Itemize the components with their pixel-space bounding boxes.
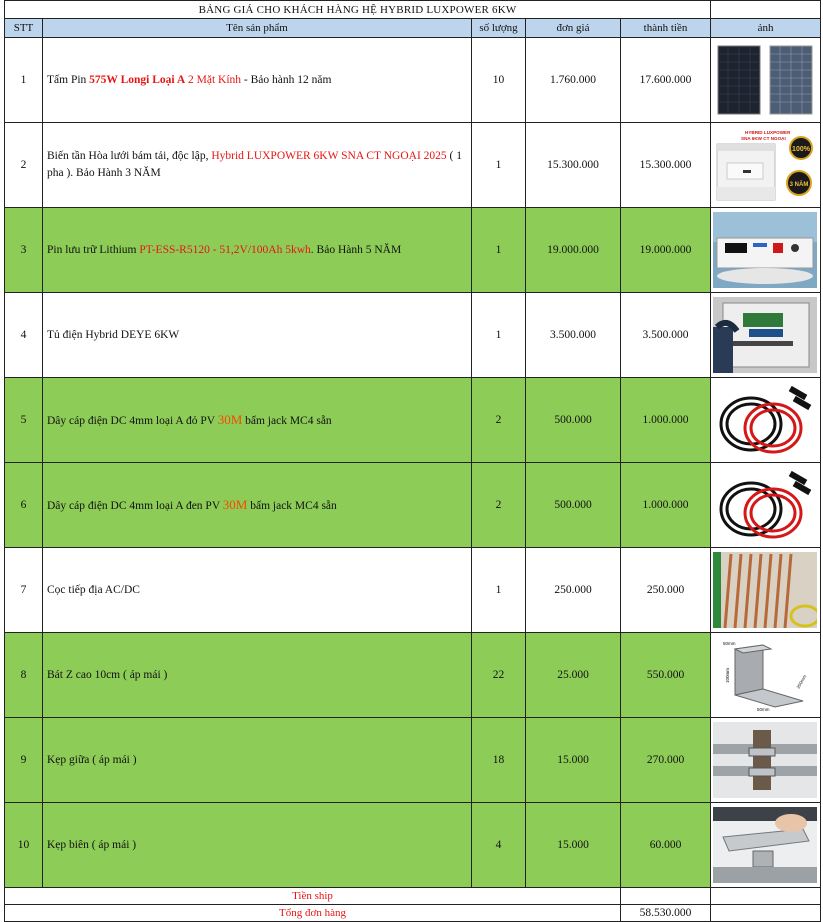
row-stt: 10 xyxy=(5,803,43,888)
svg-text:50mm: 50mm xyxy=(757,707,770,712)
row-product-name: Dây cáp điện DC 4mm loại A đen PV 30M bấm jack MC4 sẵn xyxy=(43,463,472,548)
row-product-name: Dây cáp điện DC 4mm loại A đỏ PV 30M bấm jack MC4 sẵn xyxy=(43,378,472,463)
row-stt: 6 xyxy=(5,463,43,548)
row-quantity: 1 xyxy=(472,293,526,378)
shipping-row xyxy=(5,888,821,905)
header-quantity: số lượng xyxy=(472,19,526,38)
order-total-row xyxy=(5,905,821,922)
row-stt: 8 xyxy=(5,633,43,718)
dc-cable-image xyxy=(711,378,821,463)
row-unit-price: 19.000.000 xyxy=(526,208,621,293)
row-unit-price: 1.760.000 xyxy=(526,38,621,123)
header-unit-price: đơn giá xyxy=(526,19,621,38)
table-row xyxy=(5,378,821,463)
svg-text:3 NĂM: 3 NĂM xyxy=(789,182,809,188)
row-quantity: 1 xyxy=(472,548,526,633)
row-stt: 3 xyxy=(5,208,43,293)
table-title: BẢNG GIÁ CHO KHÁCH HÀNG HỆ HYBRID LUXPOWER 6KW xyxy=(5,1,711,19)
row-total: 15.300.000 xyxy=(621,123,711,208)
row-quantity: 22 xyxy=(472,633,526,718)
row-product-name: Pin lưu trữ Lithium PT-ESS-R5120 - 51,2V/100Ah 5kwh. Bảo Hành 5 NĂM xyxy=(43,208,472,293)
row-total: 19.000.000 xyxy=(621,208,711,293)
table-row xyxy=(5,463,821,548)
table-row xyxy=(5,548,821,633)
svg-text:100mm: 100mm xyxy=(725,667,731,683)
shipping-value xyxy=(621,888,711,905)
row-quantity: 2 xyxy=(472,378,526,463)
row-unit-price: 25.000 xyxy=(526,633,621,718)
row-total: 1.000.000 xyxy=(621,463,711,548)
svg-text:SNA 6KW CT NGOẠI: SNA 6KW CT NGOẠI xyxy=(741,136,786,141)
shipping-label: Tiền ship xyxy=(5,888,621,905)
dc-cable-image xyxy=(711,463,821,548)
lithium-battery-image xyxy=(711,208,821,293)
row-product-name: Tấm Pin 575W Longi Loại A 2 Mặt Kính - Bảo hành 12 năm xyxy=(43,38,472,123)
row-unit-price: 15.000 xyxy=(526,718,621,803)
price-table xyxy=(4,0,821,922)
row-total: 60.000 xyxy=(621,803,711,888)
row-unit-price: 3.500.000 xyxy=(526,293,621,378)
table-row xyxy=(5,633,821,718)
svg-text:50mm: 50mm xyxy=(723,641,736,646)
row-total: 550.000 xyxy=(621,633,711,718)
electrical-cabinet-image xyxy=(711,293,821,378)
row-quantity: 4 xyxy=(472,803,526,888)
order-total-value: 58.530.000 xyxy=(621,905,711,922)
row-total: 1.000.000 xyxy=(621,378,711,463)
table-row xyxy=(5,718,821,803)
header-stt: STT xyxy=(5,19,43,38)
row-stt: 1 xyxy=(5,38,43,123)
table-row xyxy=(5,293,821,378)
row-product-name: Cọc tiếp địa AC/DC xyxy=(43,548,472,633)
row-product-name: Bát Z cao 10cm ( áp mái ) xyxy=(43,633,472,718)
row-product-name: Biến tần Hòa lưới bám tải, độc lập, Hybrid LUXPOWER 6KW SNA CT NGOẠI 2025 ( 1 pha ). Bảo Hành 3 NĂM xyxy=(43,123,472,208)
row-stt: 2 xyxy=(5,123,43,208)
row-unit-price: 500.000 xyxy=(526,378,621,463)
table-row xyxy=(5,38,821,123)
row-product-name: Tủ điện Hybrid DEYE 6KW xyxy=(43,293,472,378)
row-product-name: Kẹp giữa ( áp mái ) xyxy=(43,718,472,803)
row-stt: 5 xyxy=(5,378,43,463)
row-stt: 9 xyxy=(5,718,43,803)
mid-clamp-image xyxy=(711,718,821,803)
title-empty-cell xyxy=(711,1,821,19)
table-row xyxy=(5,123,821,208)
svg-text:HYBRID LUXPOWER: HYBRID LUXPOWER xyxy=(745,130,791,135)
row-total: 270.000 xyxy=(621,718,711,803)
header-row xyxy=(5,19,821,38)
header-product-name: Tên sản phẩm xyxy=(43,19,472,38)
svg-text:200mm: 200mm xyxy=(795,673,808,690)
table-row xyxy=(5,208,821,293)
shipping-empty-cell xyxy=(711,888,821,905)
row-stt: 4 xyxy=(5,293,43,378)
row-quantity: 1 xyxy=(472,123,526,208)
order-total-empty-cell xyxy=(711,905,821,922)
inverter-image xyxy=(711,123,821,208)
order-total-label: Tổng đơn hàng xyxy=(5,905,621,922)
row-total: 17.600.000 xyxy=(621,38,711,123)
end-clamp-image xyxy=(711,803,821,888)
row-quantity: 2 xyxy=(472,463,526,548)
table-row xyxy=(5,803,821,888)
row-product-name: Kẹp biên ( áp mái ) xyxy=(43,803,472,888)
row-unit-price: 15.000 xyxy=(526,803,621,888)
row-total: 250.000 xyxy=(621,548,711,633)
header-image: ảnh xyxy=(711,19,821,38)
solar-panel-image xyxy=(711,38,821,123)
row-stt: 7 xyxy=(5,548,43,633)
row-unit-price: 250.000 xyxy=(526,548,621,633)
svg-text:100%: 100% xyxy=(792,146,810,153)
row-unit-price: 500.000 xyxy=(526,463,621,548)
row-quantity: 18 xyxy=(472,718,526,803)
row-quantity: 10 xyxy=(472,38,526,123)
header-total: thành tiền xyxy=(621,19,711,38)
grounding-rod-image xyxy=(711,548,821,633)
row-quantity: 1 xyxy=(472,208,526,293)
z-bracket-image xyxy=(711,633,821,718)
row-total: 3.500.000 xyxy=(621,293,711,378)
row-unit-price: 15.300.000 xyxy=(526,123,621,208)
